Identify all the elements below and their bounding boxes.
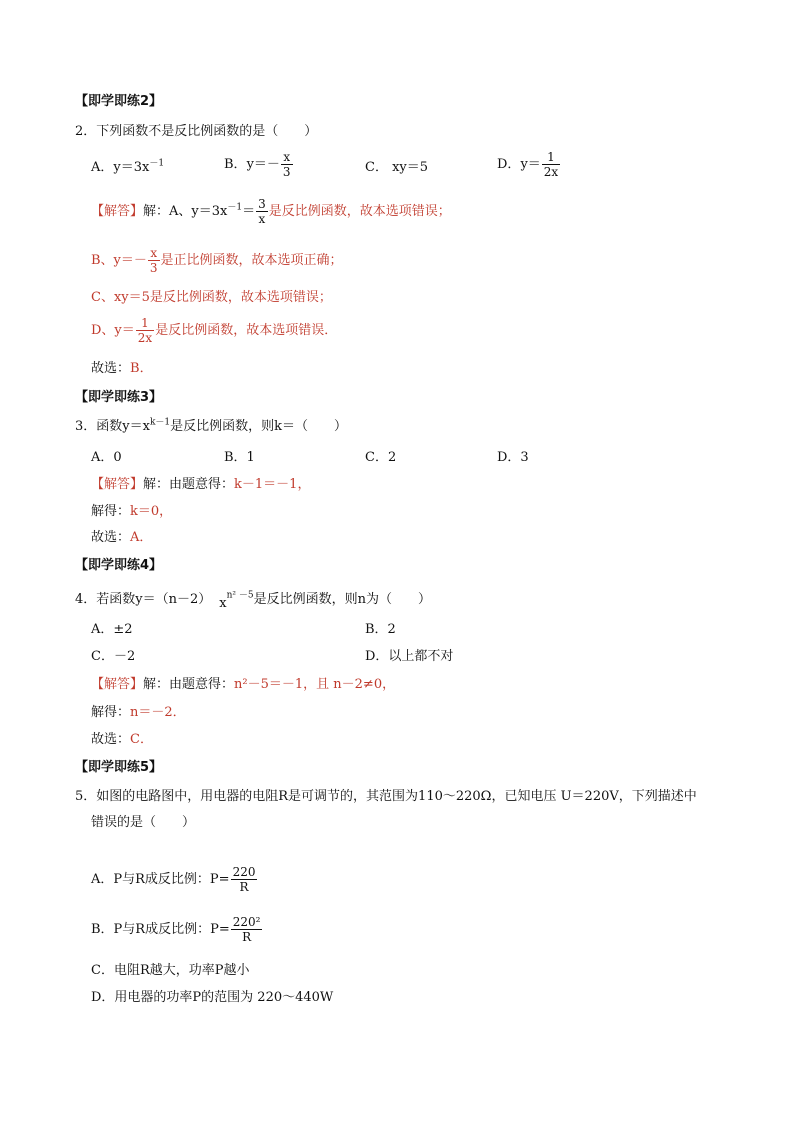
q4-choose: 故选：C． bbox=[91, 732, 153, 747]
q2-option-c: C． xy＝5 bbox=[365, 160, 429, 175]
q2-stem: 2．下列函数不是反比例函数的是（ ） bbox=[75, 124, 318, 139]
q4-option-d: D．以上都不对 bbox=[365, 649, 454, 664]
q4-option-c: C．－2 bbox=[91, 649, 136, 664]
q5-option-a: A．P与R成反比例：P= $\frac{220}{R}$ bbox=[91, 865, 256, 894]
q5-option-b: B．P与R成反比例：P= $\frac{\text{220²}}{R}$ bbox=[91, 915, 261, 944]
q4-option-b: B．2 bbox=[365, 622, 396, 637]
section-title-5: 【即学即练5】 bbox=[75, 760, 163, 775]
q3-option-c: C．2 bbox=[365, 450, 397, 465]
q2-option-d: D．y＝ $\frac{1}{2x}$ bbox=[497, 150, 559, 179]
q3-answer-line-2: 解得：k＝0， bbox=[91, 504, 173, 519]
q2-choose: 故选：B． bbox=[91, 361, 153, 376]
q4-stem: 4．若函数y＝（n－2） $x^{n^2 -5}$是反比例函数，则n为（ ） bbox=[75, 590, 431, 611]
section-title-4: 【即学即练4】 bbox=[75, 558, 163, 573]
q3-option-b: B．1 bbox=[224, 450, 255, 465]
q2-option-a: A．$y=3x^{-1}$ bbox=[91, 158, 165, 175]
q5-option-c: C．电阻R越大，功率P越小 bbox=[91, 963, 250, 978]
q5-stem-line-2: 错误的是（ ） bbox=[91, 815, 196, 830]
section-title-3: 【即学即练3】 bbox=[75, 390, 163, 405]
q2-answer-line-1: 【解答】解：A、$y=3x^{-1}=$ $\frac{3}{x}$ 是反比例函数，故本选项错误； bbox=[91, 197, 451, 226]
q4-option-a: A．±2 bbox=[91, 622, 133, 637]
q3-choose: 故选：A． bbox=[91, 530, 153, 545]
q2-answer-line-3: C、xy＝5是反比例函数，故本选项错误； bbox=[91, 290, 332, 305]
q3-option-a: A．0 bbox=[91, 450, 122, 465]
q3-answer-line-1: 【解答】解：由题意得：k－1＝－1， bbox=[91, 477, 311, 492]
q2-answer-line-4: D、y＝ $\frac{1}{2x}$ 是反比例函数，故本选项错误． bbox=[91, 316, 338, 345]
q5-stem-line-1: 5．如图的电路图中，用电器的电阻R是可调节的，其范围为110～220Ω，已知电压 U＝220V，下列描述中 bbox=[75, 789, 697, 804]
q4-answer-line-2: 解得：n＝－2． bbox=[91, 705, 186, 720]
q2-option-b: B．y＝－ $\frac{x}{3}$ bbox=[224, 150, 291, 179]
q3-stem: 3．函数$y=x^{k-1}$是反比例函数，则k＝（ ） bbox=[75, 417, 348, 434]
q2-answer-line-2: B、y＝－ $\frac{x}{3}$ 是正比例函数，故本选项正确； bbox=[91, 246, 343, 275]
q5-option-d: D．用电器的功率P的范围为 220～440W bbox=[91, 990, 334, 1005]
section-title-2: 【即学即练2】 bbox=[75, 94, 163, 109]
q3-option-d: D．3 bbox=[497, 450, 529, 465]
q4-answer-line-1: 【解答】解：由题意得：n²－5＝－1，且 n－2≠0， bbox=[91, 677, 396, 692]
